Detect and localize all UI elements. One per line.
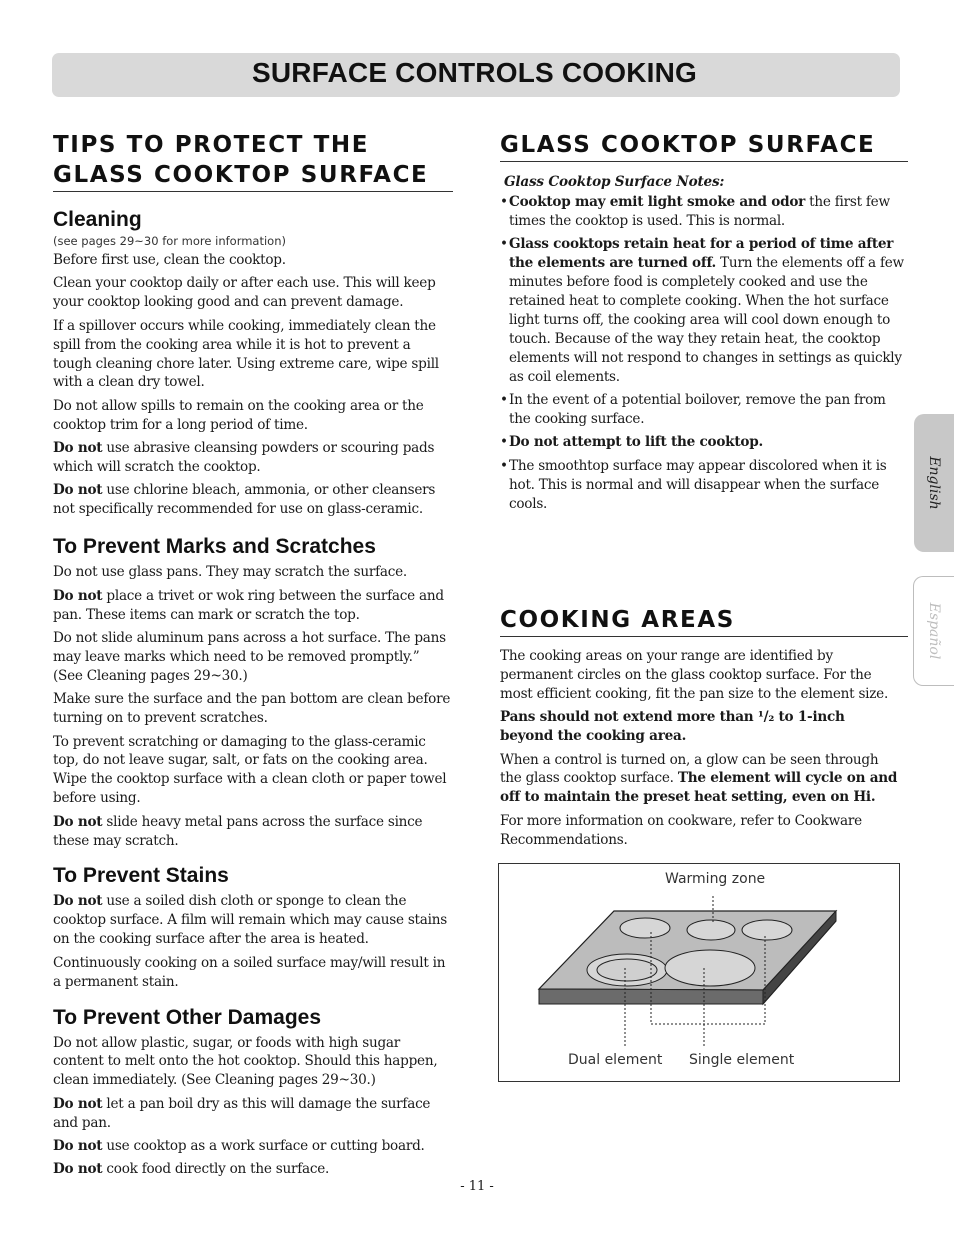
tab-espanol-label: Español — [926, 602, 942, 660]
cleaning-p3: If a spillover occurs while cooking, immediately clean the spill from the cooking area while it is hot to prevent a tough cleaning chore later. Using extreme care, wipe spill with a clean dry towel. — [53, 317, 439, 391]
cooktop-diagram — [498, 863, 900, 1082]
list-item — [500, 235, 908, 386]
stains-p2: Continuously cooking on a soiled surface may/will result in a permanent stain. — [53, 954, 446, 990]
cleaning-p4: Do not allow spills to remain on the cooking area or the cooktop trim for a long period of time. — [53, 397, 424, 433]
marks-p6-text: slide heavy metal pans across the surface since these may scratch. — [53, 813, 423, 849]
stains-p1-text: use a soiled dish cloth or sponge to clean the cooktop surface. A film will remain which may cause stains on the cooking surface after the area is heated. — [53, 893, 447, 948]
do-not-label: Do not — [53, 813, 103, 830]
bullet-text: the first few times the cooktop is used. This is normal. — [509, 194, 890, 229]
do-not-label: Do not — [53, 1095, 103, 1112]
damages-p2-text: let a pan boil dry as this will damage the surface and pan. — [53, 1095, 431, 1131]
section-banner — [52, 53, 900, 97]
bullet-bold: Glass cooktops retain heat for a period of time after the elements are turned off. — [509, 236, 894, 272]
marks-p3-text: Do not slide aluminum pans across a hot surface. The pans may leave marks which need to be removed promptly.” — [53, 630, 446, 665]
areas-title: COOKING AREAS — [500, 605, 908, 637]
marks-p2 — [53, 587, 453, 625]
damages-p4 — [53, 1160, 453, 1179]
areas-p3-bold: The element will cycle on and off to maintain the preset heat setting, even on Hi. — [500, 770, 898, 806]
tips-title: TIPS TO PROTECT THE GLASS COOKTOP SURFACE — [53, 130, 453, 192]
left-column — [53, 130, 453, 1184]
marks-p3 — [53, 629, 453, 686]
bullet-text: Turn the elements off a few minutes before food is completely cooked and use the retained heat to complete cooking. When the hot surface light turns off, the cooking area will cool down enough to touch. Because of the way they retain heat, the cooktop elements will not respond to changes in settings as quickly as coil elements. — [509, 255, 904, 385]
list-item — [500, 391, 908, 429]
cleaning-p5 — [53, 439, 453, 477]
do-not-label: Do not — [53, 587, 103, 604]
areas-p2-bold: Pans should not extend more than ¹/₂ to 1-inch beyond the cooking area. — [500, 709, 845, 745]
warming-zone-label: Warming zone — [665, 871, 766, 887]
page-number: - 11 - — [460, 1179, 494, 1194]
marks-p6 — [53, 813, 453, 851]
do-not-label: Do not — [53, 893, 103, 910]
damages-p1: Do not allow plastic, sugar, or foods with high sugar content to melt onto the hot cooktop. Should this happen, clean immediately. (See Cleaning pages 29~30.) — [53, 1034, 438, 1089]
cooking-areas-section — [500, 605, 898, 854]
cleaning-p6 — [53, 481, 453, 519]
bullet-text: The smoothtop surface may appear discolored when it is hot. This is normal and will disappear when the surface cools. — [509, 457, 887, 512]
glass-title: GLASS COOKTOP SURFACE — [500, 130, 908, 162]
glass-notes-list — [500, 193, 908, 514]
cleaning-p5-text: use abrasive cleansing powders or scouring pads which will scratch the cooktop. — [53, 440, 435, 476]
bullet-text: In the event of a potential boilover, remove the pan from the cooking surface. — [509, 392, 886, 427]
cleaning-reference: (see pages 29~30 for more information) — [53, 234, 286, 248]
do-not-label: Do not — [53, 482, 103, 499]
cleaning-p1: Before first use, clean the cooktop. — [53, 252, 286, 268]
damages-p2 — [53, 1095, 453, 1133]
stains-p1 — [53, 892, 453, 949]
tab-espanol[interactable] — [913, 576, 954, 686]
damages-p3 — [53, 1137, 453, 1156]
list-item — [500, 193, 908, 231]
do-not-label: Do not — [53, 1161, 103, 1178]
areas-p2 — [500, 708, 898, 746]
marks-p1: Do not use glass pans. They may scratch the surface. — [53, 564, 407, 581]
bullet-bold: Cooktop may emit light smoke and odor — [509, 194, 806, 210]
stains-heading: To Prevent Stains — [53, 864, 229, 888]
marks-p5: To prevent scratching or damaging to the glass-ceramic top, do not leave sugar, salt, or fats on the cooking area. Wipe the cooktop surface with a clean cloth or paper towel before using. — [53, 733, 447, 807]
cleaning-heading: Cleaning — [53, 208, 142, 231]
damages-p3-text: use cooktop as a work surface or cutting board. — [102, 1138, 425, 1155]
tab-english-label: English — [926, 456, 942, 510]
marks-heading: To Prevent Marks and Scratches — [53, 535, 376, 559]
damages-heading: To Prevent Other Damages — [53, 1005, 322, 1029]
list-item — [500, 433, 908, 452]
cooktop-illustration — [499, 864, 899, 1081]
do-not-label: Do not — [53, 440, 103, 457]
do-not-label: Do not — [53, 1138, 103, 1155]
cleaning-p6-text: use chlorine bleach, ammonia, or other cleansers not specifically recommended for use on glass-ceramic. — [53, 482, 436, 518]
single-element-label: Single element — [689, 1052, 795, 1068]
banner-title: SURFACE CONTROLS COOKING — [252, 57, 698, 88]
bullet-bold: Do not attempt to lift the cooktop. — [509, 434, 763, 451]
areas-p1: The cooking areas on your range are identified by permanent circles on the glass cooktop surface. For the most efficient cooking, fit the pan size to the element size. — [500, 648, 889, 702]
list-item — [500, 457, 908, 514]
damages-p4-text: cook food directly on the surface. — [102, 1161, 330, 1178]
dual-element-label: Dual element — [568, 1052, 663, 1068]
notes-title: Glass Cooktop Surface Notes: — [504, 174, 725, 190]
right-column — [500, 130, 908, 518]
areas-p4: For more information on cookware, refer to Cookware Recommendations. — [500, 812, 862, 848]
marks-p2-text: place a trivet or wok ring between the surface and pan. These items can mark or scratch the top. — [53, 587, 444, 623]
areas-p3-text: When a control is turned on, a glow can be seen through the glass cooktop surface. — [500, 751, 879, 787]
areas-p3 — [500, 751, 898, 808]
tab-english[interactable] — [914, 414, 954, 552]
marks-p3-reference: (See Cleaning pages 29~30.) — [53, 667, 248, 684]
cleaning-p2: Clean your cooktop daily or after each use. This will keep your cooktop looking good and can prevent damage. — [53, 275, 436, 311]
marks-p4: Make sure the surface and the pan bottom are clean before turning on to prevent scratches. — [53, 691, 451, 727]
